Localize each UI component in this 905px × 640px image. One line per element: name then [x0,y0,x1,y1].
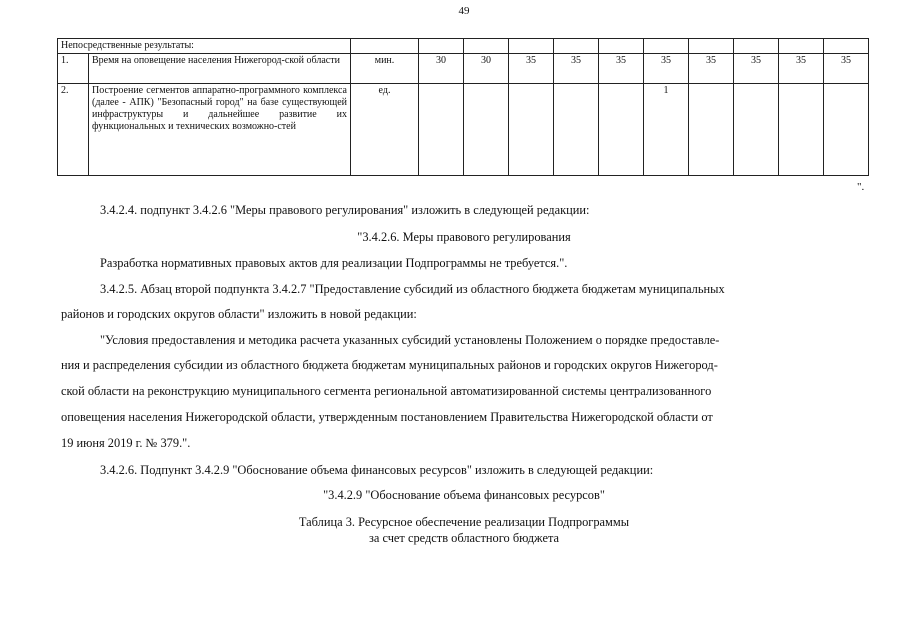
quoted-paragraph-line3: ской области на реконструкцию муниципального сегмента региональной автоматизированной системы централизованного [61,384,712,398]
row-number: 2. [58,84,89,176]
row-value: 35 [554,54,599,84]
row-value [734,84,779,176]
quoted-heading-3-4-2-6: "3.4.2.6. Меры правового регулирования [357,230,571,244]
table-row [58,84,869,176]
table-3-caption-line1: Таблица 3. Ресурсное обеспечение реализации Подпрограммы [298,515,630,529]
section-header-cell: Непосредственные результаты: [58,39,351,54]
row-value [509,84,554,176]
quoted-paragraph-line2: ния и распределения субсидии из областного бюджета бюджетам муниципальных районов и городских округов Нижегород- [61,358,718,372]
table-3-caption-line2: за счет средств областного бюджета [368,531,560,545]
row-value [599,84,644,176]
quoted-paragraph-line5: 19 июня 2019 г. № 379.". [61,436,191,450]
row-value [689,84,734,176]
quoted-paragraph-line1: "Условия предоставления и методика расчета указанных субсидий установлены Положением о порядке предоставле- [100,333,720,347]
row-unit: мин. [351,54,419,84]
quoted-paragraph-line4: оповещения населения Нижегородской области, утвержденным постановлением Правительства Нижегородской области от [61,410,713,424]
table-closing-quote: ". [857,181,865,193]
row-unit: ед. [351,84,419,176]
row-value [464,84,509,176]
row-value: 30 [419,54,464,84]
results-table [57,38,869,176]
row-value: 35 [779,54,824,84]
paragraph-3-4-2-5-line2: районов и городских округов области" изложить в новой редакции: [61,307,417,321]
row-value: 35 [689,54,734,84]
row-value: 35 [644,54,689,84]
table-row [58,54,869,84]
row-name: Время на оповещение населения Нижегород-ской области [89,54,351,84]
paragraph-3-4-2-6: 3.4.2.6. Подпункт 3.4.2.9 "Обоснование объема финансовых ресурсов" изложить в следующей редакции: [100,463,654,477]
row-value: 35 [824,54,869,84]
row-value [419,84,464,176]
paragraph-no-acts-required: Разработка нормативных правовых актов для реализации Подпрограммы не требуется.". [100,256,568,270]
row-value: 35 [599,54,644,84]
row-value: 35 [509,54,554,84]
row-value [554,84,599,176]
quoted-heading-3-4-2-9: "3.4.2.9 "Обоснование объема финансовых ресурсов" [323,488,605,502]
row-value: 1 [644,84,689,176]
row-name: Построение сегментов аппаратно-программного комплекса (далее - АПК) "Безопасный город" на базе существующей инфраструктуры и дальнейшее развитие их функциональных и технических возможно-стей [89,84,351,176]
page-number: 49 [458,5,470,17]
paragraph-3-4-2-5-line1: 3.4.2.5. Абзац второй подпункта 3.4.2.7 "Предоставление субсидий из областного бюджета бюджетам муниципальных [100,282,725,296]
row-value [824,84,869,176]
row-value [779,84,824,176]
paragraph-3-4-2-4: 3.4.2.4. подпункт 3.4.2.6 "Меры правового регулирования" изложить в следующей редакции: [100,203,590,217]
row-number: 1. [58,54,89,84]
table-section-header-row [58,39,869,54]
row-value: 30 [464,54,509,84]
row-value: 35 [734,54,779,84]
